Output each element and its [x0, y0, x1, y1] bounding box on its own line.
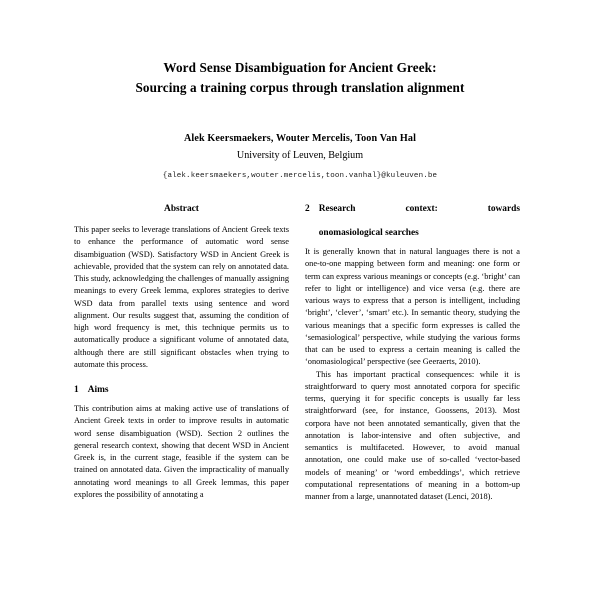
section-2-title-line-2: onomasiological searches: [318, 228, 419, 239]
body-columns: [74, 203, 526, 603]
section-1-heading: [74, 384, 289, 396]
title-line-2: Sourcing a training corpus through translation alignment: [135, 80, 465, 96]
section-2-heading: [305, 203, 520, 239]
section-2-paragraph-1: It is generally known that in natural languages there is not a one-to-one mapping between form and meaning: one form or term can express various meanings or concepts (e.g. ‘bright’ can refer to light or intelligence) and vice versa (e.g. there are various ways to express that a person is intelligent, including ‘bright’, ‘clever’, ‘smart’ etc.). In semantic theory, studying the various meanings that a specific form expresses is called the ‘semasiological’ perspective, while studying the various forms that can be used to express a certain meaning is called the ‘onomasiological’ perspective (see Geeraerts, 2010).: [305, 247, 520, 367]
section-2-title: [319, 203, 520, 239]
section-2-paragraph-2: This has important practical consequences: while it is straightforward to query most annotated corpora for specific terms, querying it for specific concepts is usually far less straightforward (see, for instance, Goossens, 2013). Most corpora have not been annotated semantically, given that the annotation is labor-intensive and often subjective, and semantics is multifaceted. However, to avoid manual annotation, one could make use of so-called ‘vector-based models of meaning’ or ‘word embeddings’, which retrieve computational representations of meaning in a bottom-up manner from a large, unannotated dataset (Lenci, 2018).: [305, 369, 520, 502]
section-2-title-line-1: Research context: towards: [318, 204, 520, 214]
right-column: [305, 203, 520, 603]
left-column: [74, 203, 289, 603]
author-list: Alek Keersmaekers, Wouter Mercelis, Toon Van Hal: [183, 133, 417, 145]
section-1-paragraph-1: This contribution aims at making active use of translations of Ancient Greek texts in order to improve results in automatic word sense disambiguation (WSD). Section 2 outlines the general research context, showing that decent WSD in Ancient Greek is, in the current stage, feasible if the system can be trained on annotated data. Given the impracticality of manually annotating word meanings to all Greek lemmas, this paper explores the possibility of annotating a: [74, 404, 289, 499]
section-1-title: Aims: [87, 385, 109, 396]
affiliation: University of Leuven, Belgium: [236, 150, 364, 162]
section-2-number: 2: [305, 204, 310, 214]
section-1-number: 1: [74, 385, 79, 396]
abstract-heading: Abstract: [164, 204, 199, 214]
title-line-1: Word Sense Disambiguation for Ancient Greek:: [163, 60, 437, 75]
author-emails: {alek.keersmaekers,wouter.mercelis,toon.vanhal}@kuleuven.be: [162, 172, 438, 181]
abstract-text: This paper seeks to leverage translations of Ancient Greek texts to enhance the performance of automatic word sense disambiguation (WSD). Satisfactory WSD in Ancient Greek is achievable, provided that the system can rely on annotated data. This study, acknowledging the challenges of manually assigning meanings to every Greek lemma, explores strategies to derive WSD data from parallel texts using sentence and word alignment. Our results suggest that, assuming the condition of high word frequency is met, this technique permits us to automatically produce a significant volume of annotated data, although there are still significant obstacles when trying to automate this process.: [74, 225, 289, 369]
title-block: [0, 0, 600, 180]
page-title: [85, 58, 515, 98]
